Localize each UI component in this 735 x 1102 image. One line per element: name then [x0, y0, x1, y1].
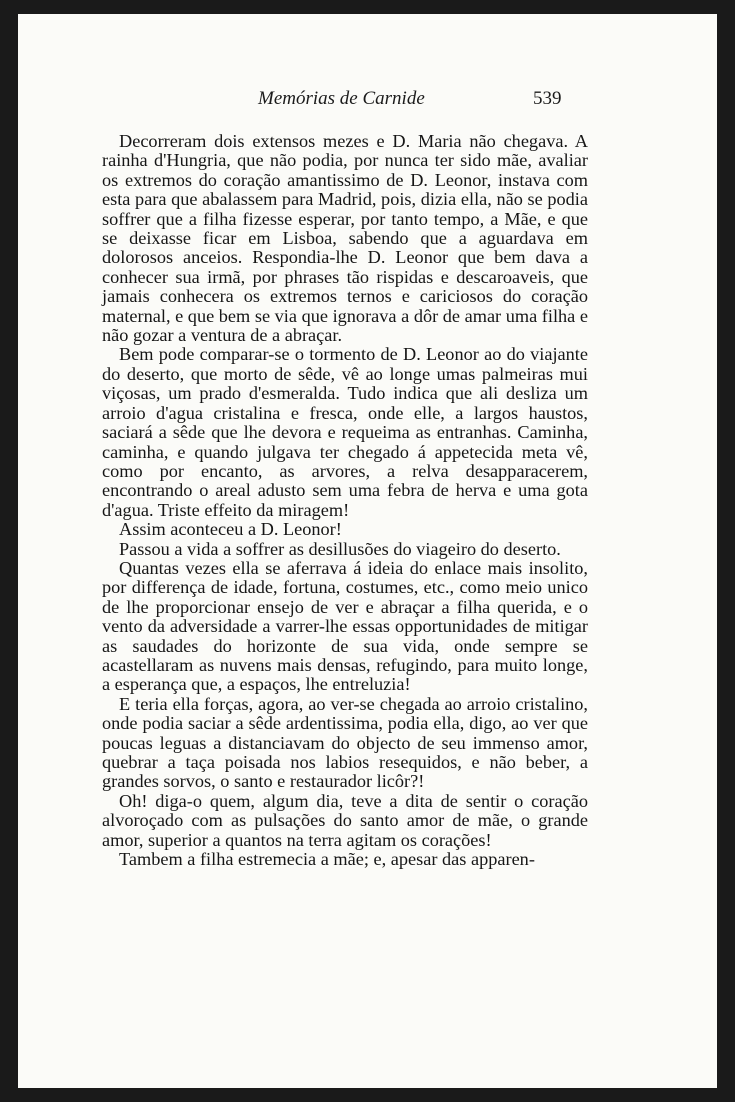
paragraph: Tambem a filha estremecia a mãe; e, apesar das apparen-	[119, 849, 535, 870]
paragraph: Oh! diga-o quem, algum dia, teve a dita de sentir o coração alvoroçado com as pulsações do santo amor de mãe, o grande amor, superior a quantos na terra agitam os corações!	[102, 790, 588, 850]
paragraph: Assim aconteceu a D. Leonor!	[119, 519, 342, 540]
body-text	[102, 132, 588, 869]
running-title: Memórias de Carnide	[258, 88, 425, 109]
page-number: 539	[533, 88, 562, 109]
paragraph: Bem pode comparar-se o tormento de D. Leonor ao do viajante do deserto, que morto de sêde, vê ao longe umas palmeiras mui viçosas, um prado d'esmeralda. Tudo indica que ali desliza um arroio d'agua cristalina e fresca, onde elle, a largos haustos, saciará a sêde que lhe devora e requeima as entranhas. Caminha, caminha, e quando julgava ter chegado á appetecida meta vê, como por encanto, as arvores, a relva desapparacerem, encontrando o areal adusto sem uma febra de herva e uma gota d'agua. Triste effeito da miragem!	[102, 344, 588, 520]
book-page	[18, 14, 717, 1088]
paragraph: E teria ella forças, agora, ao ver-se chegada ao arroio cristalino, onde podia saciar a sêde ardentissima, podia ella, digo, ao ver que poucas leguas a distanciavam do objecto de seu immenso amor, quebrar a taça poisada nos labios resequidos, e não beber, a grandes sorvos, o santo e restaurador licôr?!	[102, 693, 588, 792]
page-header	[18, 88, 717, 118]
paragraph: Quantas vezes ella se aferrava á ideia do enlace mais insolito, por differença de idade, fortuna, costumes, etc., como meio unico de lhe proporcionar ensejo de ver e abraçar a filha querida, e o vento da adversidade a varrer-lhe essas opportunidades de mitigar as saudades do horizonte de sua vida, onde sempre se acastellaram as nuvens mais densas, refugindo, para muito longe, a esperança que, a espaços, lhe entreluzia!	[102, 557, 588, 695]
paragraph: Passou a vida a soffrer as desillusões do viageiro do deserto.	[119, 538, 561, 559]
paragraph: Decorreram dois extensos mezes e D. Maria não chegava. A rainha d'Hungria, que não podia, por nunca ter sido mãe, avaliar os extremos do coração amantissimo de D. Leonor, instava com esta para que abalassem para Madrid, pois, dizia ella, não se podia soffrer que a filha fizesse esperar, por tanto tempo, a Mãe, e que se deixasse ficar em Lisboa, sabendo que a aguardava em dolorosos anceios. Respondia-lhe D. Leonor que bem dava a conhecer sua irmã, por phrases tão rispidas e descaroaveis, que jamais conhecera os extremos ternos e cariciosos do coração maternal, e que bem se via que ignorava a dôr de amar uma filha e não gozar a ventura de a abraçar.	[102, 131, 588, 346]
